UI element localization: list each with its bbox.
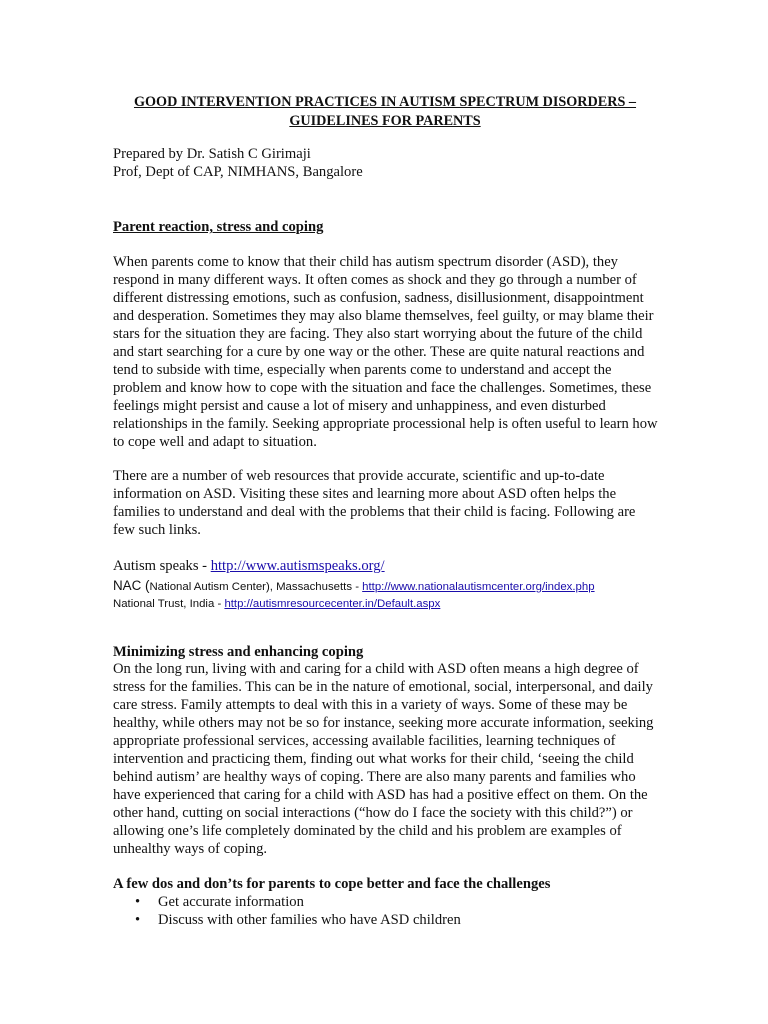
link-national-autism-center[interactable]: http://www.nationalautismcenter.org/index.php: [362, 581, 595, 593]
title-line-1: GOOD INTERVENTION PRACTICES IN AUTISM SPECTRUM DISORDERS –: [133, 94, 637, 110]
title-line-2: GUIDELINES FOR PARENTS: [289, 113, 481, 129]
link-label-autism-speaks: Autism speaks -: [113, 558, 211, 574]
document-title: [100, 93, 670, 131]
link-line-autism-speaks: [113, 556, 658, 577]
link-autism-resource-center[interactable]: http://autismresourcecenter.in/Default.aspx: [224, 598, 441, 610]
resource-links: [113, 556, 658, 613]
section-heading-parent-reaction: Parent reaction, stress and coping: [113, 219, 324, 235]
dos-and-donts-list: [113, 893, 703, 929]
author-name: Prepared by Dr. Satish C Girimaji: [113, 146, 311, 162]
author-block: [113, 145, 658, 181]
paragraph-parent-reaction: When parents come to know that their child has autism spectrum disorder (ASD), they respond in many different ways. It often comes as shock and they go through a number of different distressing emotions, such as confusion, sadness, disillusionment, disappointment and desperation. Sometimes they may also blame themselves, feel guilty, or may blame their stars for the situation they are facing. They also start worrying about the future of the child and start searching for a cure by one way or the other. These are quite natural reactions and tend to subside with time, especially when parents come to understand and accept the problem and know how to cope with the situation and face the challenges. Sometimes, these feelings might persist and cause a lot of misery and unhappiness, and even disturbed relationships in the family. Seeking appropriate processional help is often useful to learn how to cope well and adapt to situation.: [113, 254, 658, 450]
list-item: • Discuss with other families who have ASD children: [135, 912, 461, 928]
link-line-national-trust: [113, 596, 658, 613]
section-heading-minimizing-stress: Minimizing stress and enhancing coping: [113, 644, 364, 660]
link-label-national-trust: National Trust, India -: [113, 598, 225, 610]
link-autism-speaks[interactable]: http://www.autismspeaks.org/: [210, 558, 385, 574]
paragraph-web-resources: There are a number of web resources that provide accurate, scientific and up-to-date information on ASD. Visiting these sites and learning more about ASD often helps the families to understand and deal with the problems that their child is facing. Following are few such links.: [113, 468, 636, 538]
section-heading-dos-and-donts: A few dos and don’ts for parents to cope better and face the challenges: [113, 876, 551, 892]
link-line-nac: [113, 577, 658, 596]
list-item: • Get accurate information: [135, 894, 304, 910]
bullet-icon: •: [135, 894, 141, 910]
paragraph-minimizing-stress: On the long run, living with and caring for a child with ASD often means a high degree of stress for the families. This can be in the nature of emotional, social, interpersonal, and daily care stress. Family attempts to deal with this in a variety of ways. Some of these may be healthy, while others may not be so for instance, seeking more accurate information, seeking appropriate professional services, accessing available facilities, learning techniques of intervention and practicing them, finding out what works for their child, ‘seeing the child behind autism’ are healthy ways of coping. There are also many parents and families who have experienced that caring for a child with ASD has had a positive effect on them. On the other hand, cutting on social interactions (“how do I face the society with this child?”) or allowing one’s life completely dominated by the child and his problem are examples of unhealthy ways of coping.: [113, 661, 654, 857]
link-label-nac: NAC (: [113, 578, 150, 593]
author-affiliation: Prof, Dept of CAP, NIMHANS, Bangalore: [113, 164, 363, 180]
link-label-nac-detail: National Autism Center), Massachusetts -: [149, 581, 363, 593]
bullet-icon: •: [135, 912, 141, 928]
